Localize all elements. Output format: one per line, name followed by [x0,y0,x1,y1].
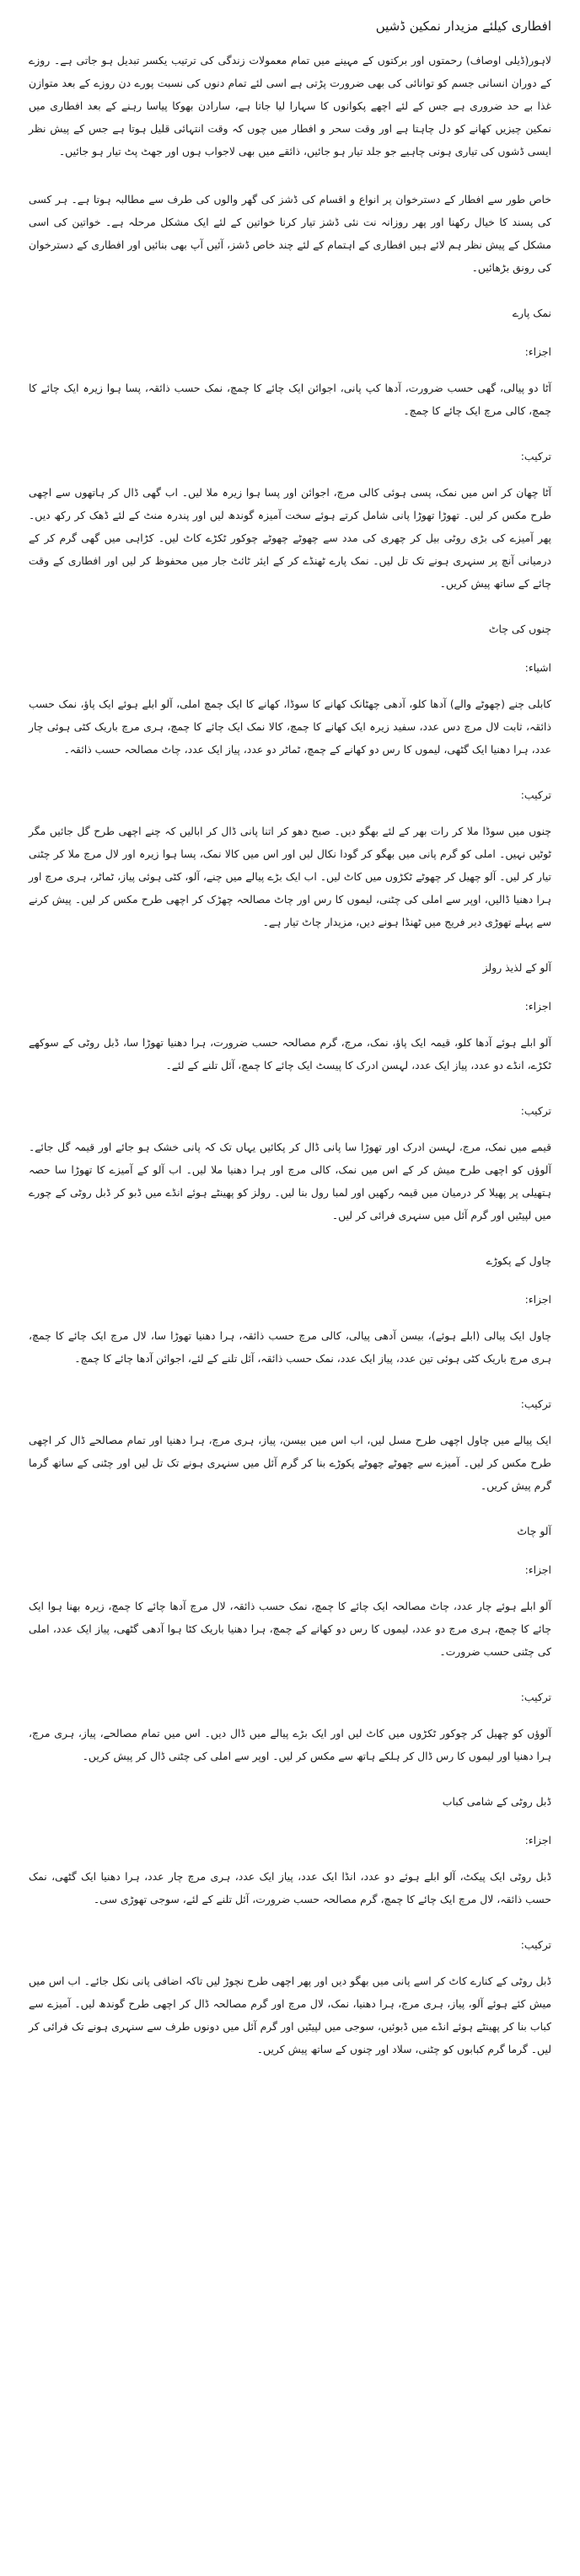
method-text: ایک پیالے میں چاول اچھی طرح مسل لیں، اب اس میں بیسن، پیاز، ہری مرچ، ہرا دھنیا اور تمام مصالحے ڈال کر اچھی طرح مکس کر لیں۔ آمیزے سے چھوٹے چھوٹے پکوڑے بنا کر گرم آئل میں سنہری ہونے تک تل لیں اور چٹنی کے ساتھ گرما گرم پیش کریں۔ [29,1434,551,1492]
method-text: آلوؤں کو چھیل کر چوکور ٹکڑوں میں کاٹ لیں اور ایک بڑے پیالے میں ڈال دیں۔ اس میں تمام مصالحے، پیاز، ہری مرچ، ہرا دھنیا اور لیموں کا رس ڈال کر ہلکے ہاتھ سے مکس کر لیں۔ اوپر سے املی کی چٹنی ڈال کر پیش کریں۔ [29,1727,551,1762]
method-text: ڈبل روٹی کے کنارے کاٹ کر اسے پانی میں بھگو دیں اور پھر اچھی طرح نچوڑ لیں تاکہ اضافی پانی نکل جائے۔ اب اس میں میش کئے ہوئے آلو، پیاز، ہری مرچ، ہرا دھنیا، نمک، لال مرچ اور گرم مصالحہ ڈال کر اچھی طرح گوندھ لیں۔ آمیزے سے کباب بنا کر پھینٹے ہوئے انڈے میں ڈبوئیں، سوجی میں لپیٹیں اور گرم آئل میں دونوں طرف سے سنہری ہونے تک فرائی کر لیں۔ گرما گرم کبابوں کو چٹنی، سلاد اور چنوں کے ساتھ پیش کریں۔ [29,1975,551,2055]
recipe-chana-chaat [29,620,551,933]
ingredients-text: چاول ایک پیالی (ابلے ہوئے)، بیسن آدھی پیالی، کالی مرچ حسب ذائقہ، ہرا دھنیا تھوڑا سا، لال مرچ ایک چائے کا چمچ، ہری مرچ باریک کٹی ہوئی تین عدد، پیاز ایک عدد، نمک حسب ذائقہ، آئل تلنے کے لئے، اجوائن آدھا چائے کا چمچ۔ [29,1329,551,1365]
ingredients-label: اجزاء: [524,1563,551,1576]
method-label: ترکیب: [520,1398,551,1410]
intro-paragraph: لاہور(ڈیلی اوصاف) رحمتوں اور برکتوں کے مہینے میں تمام معمولات زندگی کی ترتیب یکسر تبدیل ہو جاتی ہے۔ روزے کے دوران انسانی جسم کو توانائی کی بھی ضرورت پڑتی ہے اسی لئے تمام دنوں کی نسبت پورے دن روزے کے بعد متوازن غذا بے حد ضروری ہے جس کے لئے اچھے پکوانوں کا سہارا لیا جاتا ہے، سارادن بھوکا پیاسا رہنے کے بعد افطاری میں نمکین چیزیں کھانے کو دل چاہتا ہے اور وقت سحر و افطار میں چوں کہ وقت انتہائی قلیل ہوتا ہے جس کے پیش نظر ایسی ڈشوں کی تیاری ہونی چاہیے جو جلد تیار ہو جائیں، ذائقے میں بھی لاجواب ہوں اور جھٹ پٹ تیار ہو جائیں۔ [29,54,551,158]
recipe-chawal-pakore [29,1252,551,1497]
ingredients-label: اجزاء: [524,345,551,358]
ingredients-label: اجزاء: [524,1293,551,1306]
ingredients-text: کابلی چنے (چھوٹے والے) آدھا کلو، آدھی چھٹانک کھانے کا سوڈا، کھانے کا ایک چمچ املی، آلو ابلے ہوئے ایک پاؤ، نمک حسب ذائقہ، ثابت لال مرچ دس عدد، سفید زیرہ ایک کھانے کا چمچ، کالا نمک ایک چائے کا چمچ، ہری مرچ باریک کٹی ہوئی چار عدد، ہرا دھنیا ایک گٹھی، لیموں کا رس دو کھانے کے چمچ، ٹماٹر دو عدد، پیاز ایک عدد، چاٹ مصالحہ حسب ذائقہ۔ [29,697,551,756]
recipe-aloo-chaat [29,1522,551,1767]
method-label: ترکیب: [520,450,551,462]
method-label: ترکیب: [520,1104,551,1117]
recipe-heading: نمک پارے [512,307,551,319]
recipe-heading: آلو کے لذیذ رولز [482,961,551,974]
ingredients-text: آلو ابلے ہوئے آدھا کلو، قیمہ ایک پاؤ، نمک، مرچ، گرم مصالحہ حسب ضرورت، ہرا دھنیا تھوڑا سا، ڈبل روٹی کے سوکھے ٹکڑے، انڈے دو عدد، پیاز ایک عدد، لہسن ادرک کا پیسٹ ایک چائے کا چمچ، آئل تلنے کے لئے۔ [29,1036,551,1072]
method-text: آٹا چھان کر اس میں نمک، پسی ہوئی کالی مرچ، اجوائن اور پسا ہوا زیرہ ملا لیں۔ اب گھی ڈال کر ہاتھوں سے اچھی طرح مکس کر لیں۔ تھوڑا تھوڑا پانی شامل کرتے ہوئے سخت آمیزہ گوندھ لیں اور پندرہ منٹ کے لئے ڈھک کر رکھ دیں۔ پھر آمیزے کی بڑی روٹی بیل کر چھری کی مدد سے چھوٹے چھوٹے چوکور ٹکڑے کاٹ لیں۔ کڑاہی میں گھی گرم کر کے درمیانی آنچ پر سنہری ہونے تک تل لیں۔ نمک پارے ٹھنڈے کر کے ایئر ٹائٹ جار میں محفوظ کر لیں اور افطاری کے وقت چائے کے ساتھ پیش کریں۔ [29,486,551,590]
recipe-bread-shami-kabab [29,1793,551,2060]
ingredients-label: اجزاء: [524,1834,551,1846]
ingredients-label: اشیاء: [524,661,551,674]
ingredients-label: اجزاء: [524,1000,551,1013]
method-label: ترکیب: [520,1938,551,1951]
method-text: قیمے میں نمک، مرچ، لہسن ادرک اور تھوڑا سا پانی ڈال کر پکائیں یہاں تک کہ پانی خشک ہو جائے اور قیمہ گل جائے۔ آلوؤں کو اچھی طرح میش کر کے اس میں نمک، کالی مرچ اور ہرا دھنیا ملا لیں۔ اب آلو کے آمیزے کا تھوڑا سا حصہ ہتھیلی پر پھیلا کر درمیان میں قیمہ رکھیں اور لمبا رول بنا لیں۔ رولز کو پھینٹے ہوئے انڈے میں ڈبو کر ڈبل روٹی کے چورے میں لپیٹیں اور گرم آئل میں سنہری فرائی کر لیں۔ [29,1141,551,1221]
recipe-aloo-rolls [29,959,551,1227]
method-text: چنوں میں سوڈا ملا کر رات بھر کے لئے بھگو دیں۔ صبح دھو کر اتنا پانی ڈال کر ابالیں کہ چنے اچھی طرح گل جائیں مگر ٹوٹیں نہیں۔ املی کو گرم پانی میں بھگو کر گودا نکال لیں اور اس میں کالا نمک، پسا ہوا زیرہ اور لال مرچ ملا کر چٹنی تیار کر لیں۔ آلو چھیل کر چھوٹے ٹکڑوں میں کاٹ لیں۔ اب ایک بڑے پیالے میں چنے، آلو، کٹی ہوئی پیاز، ٹماٹر، ہری مرچ اور ہرا دھنیا ڈالیں، اوپر سے املی کی چٹنی، لیموں کا رس اور چاٹ مصالحہ چھڑک کر اچھی طرح مکس کر لیں۔ پیش کرنے سے پہلے تھوڑی دیر فریج میں ٹھنڈا ہونے دیں، مزیدار چاٹ تیار ہے۔ [29,825,551,928]
article-title: افطاری کیلئے مزیدار نمکین ڈشیں [375,19,551,34]
recipe-namak-pare [29,304,551,595]
ingredients-text: آلو ابلے ہوئے چار عدد، چاٹ مصالحہ ایک چائے کا چمچ، نمک حسب ذائقہ، لال مرچ آدھا چائے کا چمچ، زیرہ بھنا ہوا ایک چائے کا چمچ، ہری مرچ دو عدد، لیموں کا رس دو کھانے کے چمچ، ہرا دھنیا باریک کٹا ہوا آدھی گٹھی، پیاز ایک عدد، املی کی چٹنی حسب ضرورت۔ [29,1600,551,1658]
recipe-heading: آلو چاٹ [517,1525,551,1537]
intro-paragraph: خاص طور سے افطار کے دسترخوان پر انواع و اقسام کی ڈشز کی گھر والوں کی طرف سے مطالبہ ہوتا ہے۔ ہر کسی کی پسند کا خیال رکھنا اور پھر روزانہ نت نئی ڈشز تیار کرنا خواتین کے لئے ایک مشکل مرحلہ ہے۔ خواتین کی اسی مشکل کے پیش نظر ہم لائے ہیں افطاری کے اہتمام کے لئے چند خاص ڈشز، آئیں آپ بھی بنائیں اور افطاری کے دسترخوان کی رونق بڑھائیں۔ [29,193,551,274]
recipe-heading: چنوں کی چاٹ [488,623,551,635]
ingredients-text: ڈبل روٹی ایک پیکٹ، آلو ابلے ہوئے دو عدد، انڈا ایک عدد، پیاز ایک عدد، ہری مرچ چار عدد، ہرا دھنیا ایک گٹھی، نمک حسب ذائقہ، لال مرچ ایک چائے کا چمچ، گرم مصالحہ حسب ضرورت، آئل تلنے کے لئے، سوجی تھوڑی سی۔ [29,1870,551,1905]
recipe-heading: چاول کے پکوڑے [486,1254,551,1267]
method-label: ترکیب: [520,1691,551,1703]
ingredients-text: آٹا دو پیالی، گھی حسب ضرورت، آدھا کپ پانی، اجوائن ایک چائے کا چمچ، نمک حسب ذائقہ، پسا ہوا زیرہ ایک چائے کا چمچ، کالی مرچ ایک چائے کا چمچ۔ [29,382,551,417]
method-label: ترکیب: [520,788,551,801]
recipe-heading: ڈبل روٹی کے شامی کباب [442,1795,551,1808]
